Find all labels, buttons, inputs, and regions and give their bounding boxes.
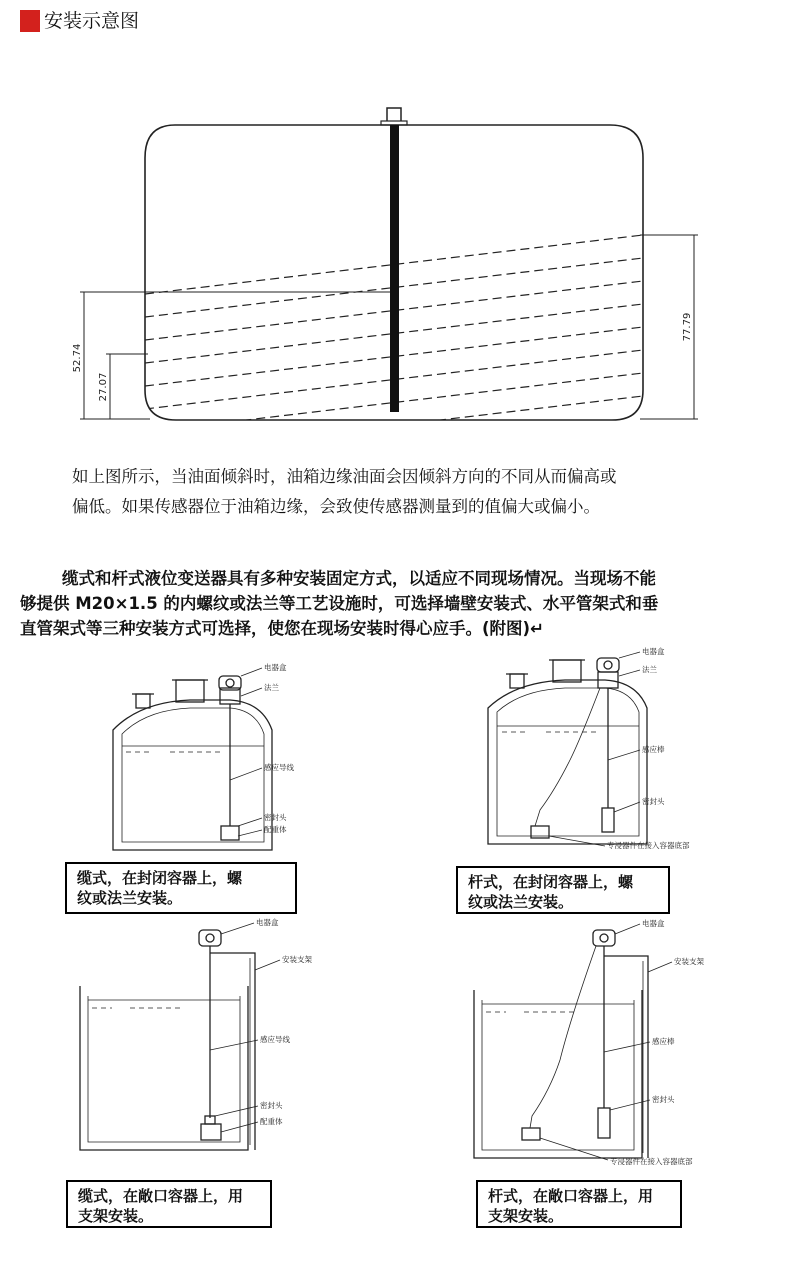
fig1-label-4: 密封头 xyxy=(264,813,287,822)
installation-figures xyxy=(0,640,790,1240)
fig1-label-2: 法兰 xyxy=(264,683,279,692)
fig4-label-2: 安装支架 xyxy=(674,957,704,966)
dimension-lines-left xyxy=(80,292,390,419)
sensor-top-fitting xyxy=(387,108,401,122)
fig2-label-1: 电器盒 xyxy=(642,647,665,656)
tank-tilt-diagram xyxy=(0,95,790,435)
paragraph1-line2: 偏低。如果传感器位于油箱边缘，会致使传感器测量到的值偏大或偏小。 xyxy=(72,497,600,516)
fig3-label-3: 感应导线 xyxy=(260,1035,290,1044)
fig1-label-5: 配重体 xyxy=(264,825,287,834)
dim-left-inner-label: 27.07 xyxy=(98,372,109,402)
paragraph1-line1: 如上图所示，当油面倾斜时，油箱边缘油面会因倾斜方向的不同从而偏高或 xyxy=(72,467,617,486)
caption-fig3: 缆式，在敞口容器上，用 支架安装。 xyxy=(66,1180,272,1228)
fig3-label-5: 配重体 xyxy=(260,1117,283,1126)
fig2-label-2: 法兰 xyxy=(642,665,657,674)
caption-fig2: 杆式，在封闭容器上，螺 纹或法兰安装。 xyxy=(456,866,670,914)
fig4-label-4: 密封头 xyxy=(652,1095,675,1104)
fig3-label-2: 安装支架 xyxy=(282,955,312,964)
paragraph2-line1: 缆式和杆式液位变送器具有多种安装固定方式，以适应不同现场情况。当现场不能 xyxy=(62,569,656,588)
fig3-label-4: 密封头 xyxy=(260,1101,283,1110)
fig1-label-3: 感应导线 xyxy=(264,763,294,772)
paragraph2-line2: 够提供 M20×1.5 的内螺纹或法兰等工艺设施时，可选择墙壁安装式、水平管架式和垂 xyxy=(20,594,659,613)
fig1-label-1: 电器盒 xyxy=(264,663,287,672)
dim-left-outer-label: 52.74 xyxy=(72,343,83,373)
sensor-rod xyxy=(390,125,399,412)
header-accent-square xyxy=(20,10,40,32)
figure-4-rod-open xyxy=(474,918,704,1166)
fig2-label-4: 密封头 xyxy=(642,797,665,806)
description-paragraph-2 xyxy=(20,566,770,641)
fig2-label-5: 专浸器件在接入容器底部 xyxy=(607,841,690,850)
dim-right-label: 77.79 xyxy=(682,312,693,342)
fig2-label-3: 感应棒 xyxy=(642,745,665,754)
fig3-label-1: 电器盒 xyxy=(256,918,279,927)
paragraph2-line3: 直管架式等三种安装方式可选择，使您在现场安装时得心应手。(附图)↵ xyxy=(20,619,544,638)
figure-3-cable-open xyxy=(80,917,312,1150)
caption-fig1: 缆式，在封闭容器上，螺 纹或法兰安装。 xyxy=(65,862,297,914)
fig4-label-5: 专浸器件在接入容器底部 xyxy=(610,1157,693,1166)
description-paragraph-1 xyxy=(72,462,712,522)
caption-fig4: 杆式，在敞口容器上，用 支架安装。 xyxy=(476,1180,682,1228)
fig4-label-1: 电器盒 xyxy=(642,919,665,928)
figure-1-cable-closed xyxy=(113,662,294,850)
fig4-label-3: 感应棒 xyxy=(652,1037,675,1046)
page-title: 安装示意图 xyxy=(44,10,140,32)
figure-2-rod-closed xyxy=(488,646,690,850)
